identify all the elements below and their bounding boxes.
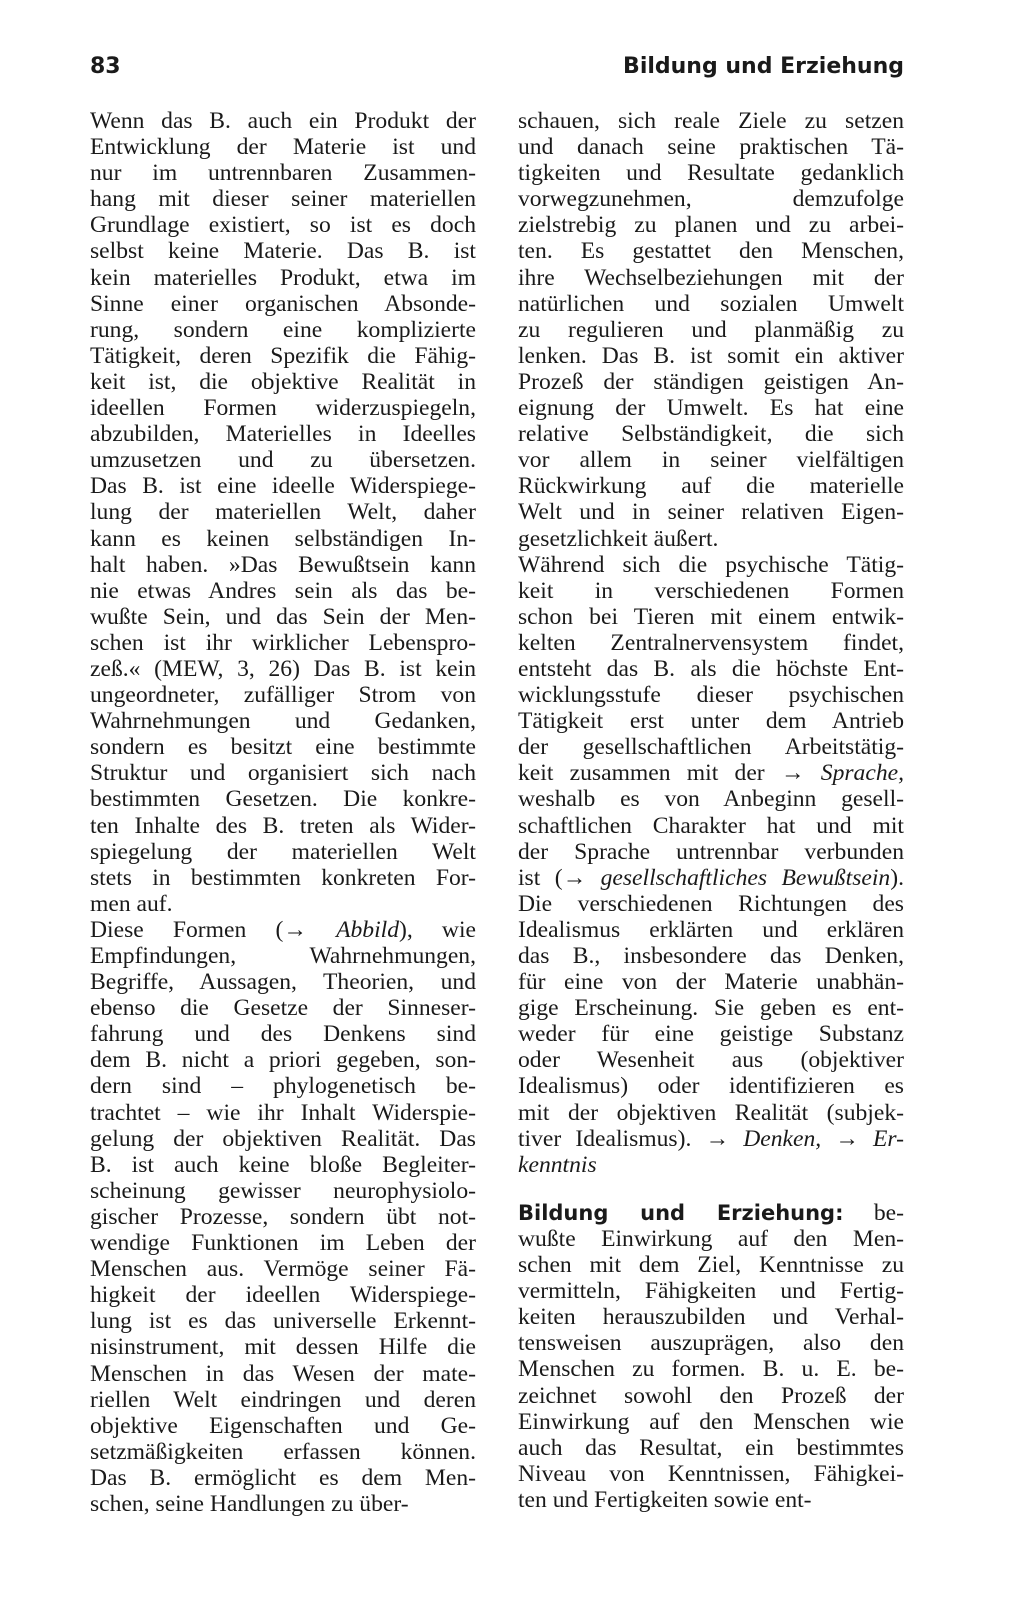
text-line: keit ist, die objektive Realität in xyxy=(90,368,476,395)
text-line: oder Wesenheit aus (objektiver xyxy=(518,1047,904,1074)
text-line: Tätigkeit erst unter dem Antrieb xyxy=(518,708,904,735)
text-line: keit in verschiedenen Formen xyxy=(518,577,904,604)
text-line: weder für eine geistige Substanz xyxy=(518,1021,904,1048)
text-line: zeß.« (MEW, 3, 26) Das B. ist kein xyxy=(90,655,476,682)
text-line: halt haben. »Das Bewußtsein kann xyxy=(90,551,476,578)
text-line: mit der objektiven Realität (subjek- xyxy=(518,1099,904,1126)
entry-term: Bildung und Erziehung: xyxy=(518,1200,844,1225)
text-line: Das B. ist eine ideelle Widerspiege- xyxy=(90,473,476,500)
text-line: spiegelung der materiellen Welt xyxy=(90,838,476,865)
text-line: schon bei Tieren mit einem entwik- xyxy=(518,603,904,630)
text-line: Das B. ermöglicht es dem Men- xyxy=(90,1464,476,1491)
text-line: gelung der objektiven Realität. Das xyxy=(90,1125,476,1152)
text-line: ten Inhalte des B. treten als Wider- xyxy=(90,812,476,839)
text-line: ungeordneter, zufälliger Strom von xyxy=(90,682,476,709)
text-line: Wenn das B. auch ein Produkt der xyxy=(90,108,476,134)
text-line: der Sprache untrennbar verbunden xyxy=(518,838,904,865)
text-line: kein materielles Produkt, etwa im xyxy=(90,264,476,291)
text-line: ihre Wechselbeziehungen mit der xyxy=(518,264,904,291)
text-line: eignung der Umwelt. Es hat eine xyxy=(518,395,904,422)
text-line: Sinne einer organischen Absonde- xyxy=(90,290,476,317)
text-line: keit zusammen mit der → Sprache, xyxy=(518,760,904,787)
text-line: Diese Formen (→ Abbild), wie xyxy=(90,916,476,943)
text-line: gischer Prozesse, sondern übt not- xyxy=(90,1203,476,1230)
text-line: und danach seine praktischen Tä- xyxy=(518,134,904,161)
text-line: dern sind – phylogenetisch be- xyxy=(90,1073,476,1100)
text-line: men auf. xyxy=(90,890,173,917)
text-line: der gesellschaftlichen Arbeitstätig- xyxy=(518,734,904,761)
text-line: nie etwas Andres sein als das be- xyxy=(90,577,476,604)
text-line: Wahrnehmungen und Gedanken, xyxy=(90,708,476,735)
text-line: higkeit der ideellen Widerspiege- xyxy=(90,1282,476,1309)
text-line: Idealismus) oder identifizieren es xyxy=(518,1073,904,1100)
text-line: tigkeiten und Resultate gedanklich xyxy=(518,160,904,187)
text-line: Menschen zu formen. B. u. E. be- xyxy=(518,1356,904,1383)
text-line: nisinstrument, mit dessen Hilfe die xyxy=(90,1334,476,1361)
text-line: weshalb es von Anbeginn gesell- xyxy=(518,786,904,813)
text-line: zielstrebig zu planen und zu arbei- xyxy=(518,212,904,239)
right-column xyxy=(518,108,904,1513)
text-line: ten. Es gestattet den Menschen, xyxy=(518,238,904,265)
text-line: objektive Eigenschaften und Ge- xyxy=(90,1412,476,1439)
dictionary-entry xyxy=(518,1200,904,1513)
text-line: lenken. Das B. ist somit ein aktiver xyxy=(518,342,904,369)
text-line: Rückwirkung auf die materielle xyxy=(518,473,904,500)
text-line: Empfindungen, Wahrnehmungen, xyxy=(90,943,476,969)
text-line: Während sich die psychische Tätig- xyxy=(518,551,904,578)
text-line: Begriffe, Aussagen, Theorien, und xyxy=(90,969,476,996)
text-line: das B., insbesondere das Denken, xyxy=(518,943,904,969)
text-line: Tätigkeit, deren Spezifik die Fähig- xyxy=(90,342,476,369)
text-line: Entwicklung der Materie ist und xyxy=(90,134,476,161)
entry-spacer xyxy=(518,1178,904,1200)
text-line: tiver Idealismus). → Denken, → Er- xyxy=(518,1125,904,1152)
text-line: Grundlage existiert, so ist es doch xyxy=(90,212,476,239)
text-line: selbst keine Materie. Das B. ist xyxy=(90,238,476,265)
text-line: stets in bestimmten konkreten For- xyxy=(90,864,476,891)
running-head: Bildung und Erziehung xyxy=(623,54,904,79)
text-line: wußte Einwirkung auf den Men- xyxy=(518,1225,904,1252)
text-line: wicklungsstufe dieser psychischen xyxy=(518,682,904,709)
text-line: riellen Welt eindringen und deren xyxy=(90,1386,476,1413)
text-line: für eine von der Materie unabhän- xyxy=(518,969,904,996)
text-line: Niveau von Kenntnissen, Fähigkei- xyxy=(518,1460,904,1487)
text-line: natürlichen und sozialen Umwelt xyxy=(518,290,904,317)
text-line: keiten herauszubilden und Verhal- xyxy=(518,1304,904,1331)
text-line: vor allem in seiner vielfältigen xyxy=(518,447,904,474)
entry-text xyxy=(518,1226,904,1513)
text-line: wußte Sein, und das Sein der Men- xyxy=(90,603,476,630)
text-line: zu regulieren und planmäßig zu xyxy=(518,316,904,343)
text-line: setzmäßigkeiten erfassen können. xyxy=(90,1438,476,1465)
text-line: umzusetzen und zu übersetzen. xyxy=(90,447,476,474)
text-line: schen ist ihr wirklicher Lebenspro- xyxy=(90,629,476,656)
text-line: sondern es besitzt eine bestimmte xyxy=(90,734,476,761)
text-line: entsteht das B. als die höchste Ent- xyxy=(518,655,904,682)
text-line: relative Selbständigkeit, die sich xyxy=(518,421,904,448)
text-line: kann es keinen selbständigen In- xyxy=(90,525,476,552)
text-line: Welt und in seiner relativen Eigen- xyxy=(518,499,904,526)
text-line: lung der materiellen Welt, daher xyxy=(90,499,476,526)
text-line: wendige Funktionen im Leben der xyxy=(90,1230,476,1257)
text-line: nur im untrennbaren Zusammen- xyxy=(90,160,476,187)
text-line: kelten Zentralnervensystem findet, xyxy=(518,629,904,656)
text-line: B. ist auch keine bloße Begleiter- xyxy=(90,1151,476,1178)
text-line: hang mit dieser seiner materiellen xyxy=(90,186,476,213)
text-line: trachtet – wie ihr Inhalt Widerspie- xyxy=(90,1099,476,1126)
text-line: schen mit dem Ziel, Kenntnisse zu xyxy=(518,1252,904,1279)
entry-first-line xyxy=(518,1200,904,1226)
text-line: ten und Fertigkeiten sowie ent- xyxy=(518,1486,812,1513)
text-line: rung, sondern eine komplizierte xyxy=(90,316,476,343)
text-line: ideellen Formen widerzuspiegeln, xyxy=(90,395,476,422)
text-line: fahrung und des Denkens sind xyxy=(90,1021,476,1048)
text-line: abzubilden, Materielles in Ideelles xyxy=(90,421,476,448)
text-line: tensweisen auszuprägen, also den xyxy=(518,1330,904,1357)
text-line: scheinung gewisser neurophysiolo- xyxy=(90,1177,476,1204)
text-line: auch das Resultat, ein bestimmtes xyxy=(518,1434,904,1461)
text-line: Idealismus erklärten und erklären xyxy=(518,916,904,943)
entry-first-line-rest: be- xyxy=(873,1199,904,1226)
text-line: ebenso die Gesetze der Sinneser- xyxy=(90,995,476,1022)
text-line: Struktur und organisiert sich nach xyxy=(90,760,476,787)
right-column-text xyxy=(518,108,904,1178)
text-line: Die verschiedenen Richtungen des xyxy=(518,890,904,917)
text-line: vermitteln, Fähigkeiten und Fertig- xyxy=(518,1278,904,1305)
text-line: gesetzlichkeit äußert. xyxy=(518,525,719,552)
text-line: kenntnis xyxy=(518,1151,597,1178)
text-line: dem B. nicht a priori gegeben, son- xyxy=(90,1047,476,1074)
text-line: Prozeß der ständigen geistigen An- xyxy=(518,368,904,395)
text-line: Menschen aus. Vermöge seiner Fä- xyxy=(90,1256,476,1283)
text-line: ist (→ gesellschaftliches Bewußtsein). xyxy=(518,864,904,891)
left-column xyxy=(90,108,476,1517)
text-line: lung ist es das universelle Erkennt- xyxy=(90,1308,476,1335)
text-line: gige Erscheinung. Sie geben es ent- xyxy=(518,995,904,1022)
text-line: schauen, sich reale Ziele zu setzen xyxy=(518,108,904,134)
text-line: schen, seine Handlungen zu über- xyxy=(90,1490,409,1517)
page-number: 83 xyxy=(90,54,121,79)
text-line: Einwirkung auf den Menschen wie xyxy=(518,1408,904,1435)
text-line: zeichnet sowohl den Prozeß der xyxy=(518,1382,904,1409)
text-line: bestimmten Gesetzen. Die konkre- xyxy=(90,786,476,813)
text-line: vorwegzunehmen, demzufolge xyxy=(518,186,904,213)
text-line: schaftlichen Charakter hat und mit xyxy=(518,812,904,839)
text-line: Menschen in das Wesen der mate- xyxy=(90,1360,476,1387)
page-header xyxy=(90,54,904,88)
